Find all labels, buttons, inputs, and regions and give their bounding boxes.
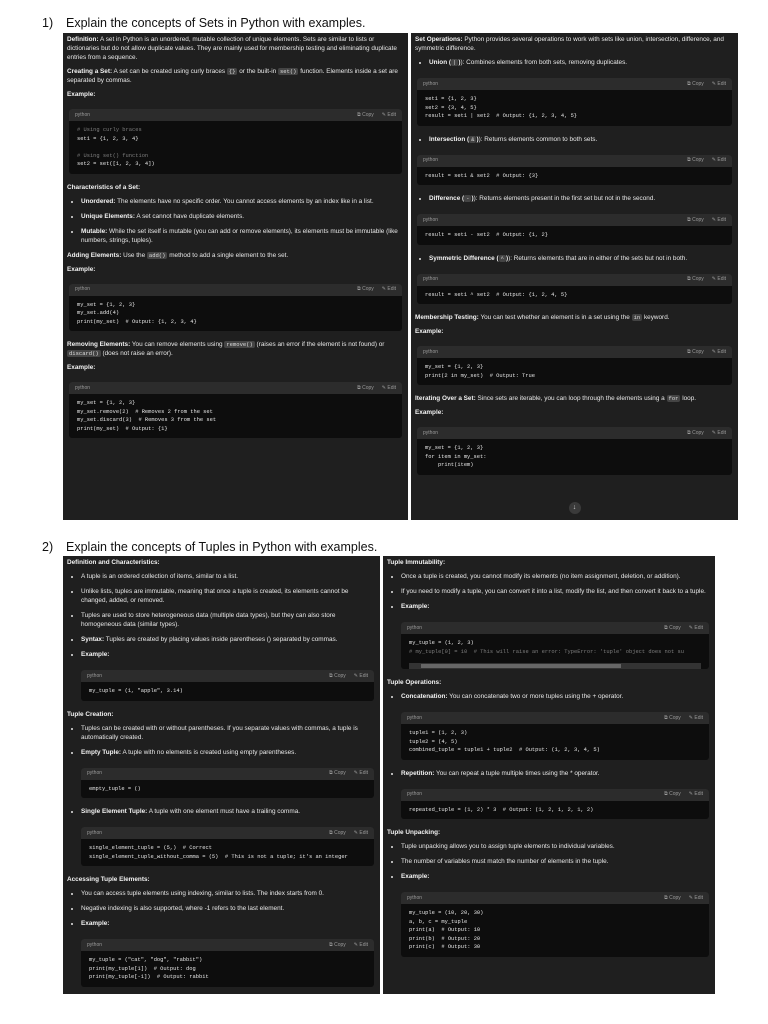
copy-button[interactable]: ⧉ Copy <box>664 624 681 631</box>
example-label: Example: <box>67 91 96 98</box>
tuple-operations-label: Tuple Operations: <box>387 679 442 686</box>
edit-button[interactable]: ✎ Edit <box>381 111 396 118</box>
code-block-access <box>81 939 374 987</box>
code-language-label: python <box>75 286 91 292</box>
copy-button[interactable]: ⧉ Copy <box>664 894 681 901</box>
list-item: • Unordered: The elements have no specific order. You cannot access elements by an index like in a list. <box>81 197 404 206</box>
code-block-symmetric-difference <box>417 274 732 305</box>
code-block-iterate <box>417 427 732 475</box>
example-label: Example: <box>67 364 96 371</box>
edit-button[interactable]: ✎ Edit <box>381 286 396 292</box>
code-text: tuple1 = (1, 2, 3) tuple2 = (4, 5) combined_tuple = tuple1 + tuple2 # Output: (1, 2, 3, 4, 5) <box>409 730 600 753</box>
list-item: • Tuple unpacking allows you to assign tuple elements to individual variables. <box>401 842 711 851</box>
creating-set-label: Creating a Set: <box>67 68 113 75</box>
copy-button[interactable]: ⧉ Copy <box>357 111 374 118</box>
code-text: my_tuple = ("cat", "dog", "rabbit") print(my_tuple[1]) # Output: dog print(my_tuple[-1]) # Output: rabbit <box>89 957 209 980</box>
example-label: Example: <box>67 265 96 273</box>
code-block-single-element <box>81 827 374 866</box>
example-label: Example: <box>415 328 444 335</box>
definition-label: Definition: <box>67 36 99 43</box>
iterating-text: Since sets are iterable, you can loop through the elements using a <box>475 395 667 402</box>
code-language-label: python <box>407 791 423 797</box>
list-item: • Intersection ( & )): Returns elements common to both sets. <box>429 135 734 144</box>
list-item: • Negative indexing is also supported, where -1 refers to the last element. <box>81 904 376 913</box>
code-block-tuple-syntax <box>81 670 374 701</box>
edit-button[interactable]: ✎ Edit <box>711 276 726 282</box>
code-block-concatenation <box>401 712 709 760</box>
definition-text: A set in Python is an unordered, mutable collection of unique elements. Sets are similar to lists or dictionaries but do not allow duplicate values. They are mainly used for membership testing and eliminating duplicate entries from a sequence. <box>67 36 397 61</box>
copy-button[interactable]: ⧉ Copy <box>687 429 704 436</box>
removing-elements-text: (raises an error if the element is not found) or <box>254 341 385 348</box>
edit-button[interactable]: ✎ Edit <box>353 829 368 836</box>
copy-button[interactable]: ⧉ Copy <box>357 384 374 391</box>
list-item: • Single Element Tuple: A tuple with one element must have a trailing comma. <box>81 807 376 816</box>
copy-button[interactable]: ⧉ Copy <box>687 157 704 163</box>
code-language-label: python <box>87 672 103 679</box>
question-text: Explain the concepts of Tuples in Python with examples. <box>66 540 378 554</box>
list-item: • Symmetric Difference ( ^ )): Returns elements that are in either of the sets but not in both. <box>429 254 734 263</box>
definition-list <box>67 572 376 659</box>
code-text: my_tuple = (1, "apple", 3.14) <box>89 688 183 694</box>
code-language-label: python <box>75 384 91 391</box>
list-item: • You can access tuple elements using indexing, similar to lists. The index starts from 0. <box>81 889 376 898</box>
tuple-unpacking-label: Tuple Unpacking: <box>387 829 441 836</box>
code-text: result = set1 ^ set2 # Output: {1, 2, 4, 5} <box>425 291 568 298</box>
code-block-repetition <box>401 789 709 820</box>
list-item: • Unlike lists, tuples are immutable, meaning that once a tuple is created, its elements cannot be changed, added, or removed. <box>81 587 376 605</box>
characteristics-label: Characteristics of a Set: <box>67 183 141 191</box>
list-item: • Union ( | )): Combines elements from both sets, removing duplicates. <box>429 58 734 67</box>
code-language-label: python <box>407 894 423 901</box>
inline-code: for <box>668 395 679 402</box>
inline-code: add() <box>148 251 166 259</box>
code-block-membership <box>417 346 732 385</box>
removing-elements-text: (does not raise an error). <box>100 350 173 357</box>
horizontal-scrollbar[interactable] <box>409 663 701 669</box>
edit-button[interactable]: ✎ Edit <box>353 672 368 679</box>
adding-elements-text: Use the <box>121 251 147 259</box>
adding-elements-label: Adding Elements: <box>67 251 122 259</box>
edit-button[interactable]: ✎ Edit <box>711 348 726 355</box>
list-item: • Example: <box>401 602 711 611</box>
edit-button[interactable]: ✎ Edit <box>688 894 703 901</box>
code-language-label: python <box>75 111 91 118</box>
list-item: • Difference ( - )): Returns elements present in the first set but not in the second. <box>429 194 734 203</box>
copy-button[interactable]: ⧉ Copy <box>329 829 346 836</box>
question-1-title <box>42 16 365 30</box>
question-text: Explain the concepts of Sets in Python with examples. <box>66 16 366 30</box>
iterating-text: loop. <box>680 395 697 402</box>
code-block-immutability <box>401 622 709 669</box>
list-item: • Empty Tuple: A tuple with no elements is created using empty parentheses. <box>81 748 376 757</box>
code-text: result = set1 - set2 # Output: {1, 2} <box>425 232 548 238</box>
edit-button[interactable]: ✎ Edit <box>353 770 368 776</box>
example-label: Example: <box>415 409 444 416</box>
code-language-label: python <box>87 770 103 776</box>
edit-button[interactable]: ✎ Edit <box>711 429 726 436</box>
inline-code: {} <box>228 68 236 75</box>
code-language-label: python <box>423 429 439 436</box>
question-number: 2) <box>42 540 54 554</box>
tuples-right-panel <box>383 556 715 994</box>
code-block-remove <box>69 382 402 438</box>
copy-button[interactable]: ⧉ Copy <box>664 714 681 721</box>
list-item: • Concatenation: You can concatenate two or more tuples using the + operator. <box>401 692 711 701</box>
question-2-title <box>42 540 377 554</box>
code-text: repeated_tuple = (1, 2) * 3 # Output: (1, 2, 1, 2, 1, 2) <box>409 806 594 813</box>
inline-code: remove() <box>226 341 253 348</box>
scrollbar-thumb[interactable] <box>421 664 621 668</box>
creating-set-text: A set can be created using curly braces <box>112 68 227 75</box>
list-item: • Tuples can be created with or without parentheses. If you separate values with commas, a tuple is automatically created. <box>81 724 376 742</box>
code-language-label: python <box>423 80 439 87</box>
scroll-down-arrow-icon[interactable]: ↓ <box>569 502 581 514</box>
edit-button[interactable]: ✎ Edit <box>711 216 726 223</box>
code-text: my_set = {1, 2, 3} print(2 in my_set) # Output: True <box>425 364 535 379</box>
code-text: result = set1 & set2 # Output: {3} <box>425 172 539 179</box>
adding-elements-text: method to add a single element to the set. <box>167 251 289 259</box>
copy-button[interactable]: ⧉ Copy <box>329 672 346 679</box>
list-item: • Example: <box>81 650 376 659</box>
code-language-label: python <box>407 624 423 631</box>
code-block-union <box>417 78 732 126</box>
edit-button[interactable]: ✎ Edit <box>711 80 726 87</box>
set-operations-label: Set Operations: <box>415 36 463 43</box>
characteristics-list <box>67 197 404 245</box>
edit-button[interactable]: ✎ Edit <box>353 941 368 948</box>
code-language-label: python <box>407 714 423 721</box>
edit-button[interactable]: ✎ Edit <box>381 384 396 391</box>
accessing-elements-label: Accessing Tuple Elements: <box>67 876 150 883</box>
tuple-immutability-label: Tuple Immutability: <box>387 559 446 566</box>
definition-characteristics-label: Definition and Characteristics: <box>67 559 160 566</box>
list-item: • If you need to modify a tuple, you can convert it into a list, modify the list, and then convert it back to a tuple. <box>401 587 711 596</box>
copy-button[interactable]: ⧉ Copy <box>664 791 681 797</box>
list-item: • Example: <box>81 919 376 928</box>
code-text: set1 = {1, 2, 3} set2 = {3, 4, 5} result = set1 | set2 # Output: {1, 2, 3, 4, 5} <box>425 96 578 119</box>
list-item: • Once a tuple is created, you cannot modify its elements (no item assignment, deletion, or addition). <box>401 572 711 581</box>
tuple-creation-label: Tuple Creation: <box>67 710 114 718</box>
list-item: • Repetition: You can repeat a tuple multiple times using the * operator. <box>401 769 711 778</box>
list-item: • Syntax: Tuples are created by placing values inside parentheses () separated by commas. <box>81 635 376 644</box>
list-item: • Mutable: While the set itself is mutable (you can add or remove elements), its elements must be immutable (like numbers, strings, tuples). <box>81 227 404 245</box>
copy-button[interactable]: ⧉ Copy <box>357 286 374 292</box>
code-language-label: python <box>423 276 439 282</box>
code-block-empty-tuple <box>81 768 374 799</box>
set-operations-text: Python provides several operations to work with sets like union, intersection, difference, and symmetric difference. <box>415 36 724 52</box>
creating-set-text: or the built-in <box>237 68 278 75</box>
sets-left-panel <box>63 33 408 520</box>
code-text: my_set = {1, 2, 3} for item in my_set: print(item) <box>425 445 487 468</box>
edit-button[interactable]: ✎ Edit <box>711 157 726 163</box>
code-language-label: python <box>423 216 439 223</box>
inline-code: discard() <box>69 350 99 357</box>
code-language-label: python <box>423 348 439 355</box>
code-text: my_tuple = (1, 2, 3) # my_tuple[0] = 10 # This will raise an error: TypeError: 'tuple' object does not su <box>409 640 684 655</box>
code-text: # Using curly braces set1 = {1, 2, 3, 4} # Using set() function set2 = set([1, 2, 3, 4]) <box>77 127 155 167</box>
removing-elements-label: Removing Elements: <box>67 341 131 348</box>
copy-button[interactable]: ⧉ Copy <box>687 276 704 282</box>
list-item: • Tuples are used to store heterogeneous data (multiple data types), but they can also store homogeneous data (similar types). <box>81 611 376 629</box>
code-text: empty_tuple = () <box>89 785 141 792</box>
membership-text: keyword. <box>642 314 670 321</box>
code-block-unpacking <box>401 892 709 957</box>
code-language-label: python <box>423 157 439 163</box>
list-item: • A tuple is an ordered collection of items, similar to a list. <box>81 572 376 581</box>
list-item: • Unique Elements: A set cannot have duplicate elements. <box>81 212 404 221</box>
code-text: my_set = {1, 2, 3} my_set.remove(2) # Removes 2 from the set my_set.discard(3) # Removes 3 from the set print(my_set) # Output: {1} <box>77 400 217 432</box>
code-text: my_tuple = (10, 20, 30) a, b, c = my_tuple print(a) # Output: 10 print(b) # Output: 20 print(c) # Output: 30 <box>409 910 484 950</box>
code-block-difference <box>417 214 732 245</box>
code-block-create-set <box>69 109 402 174</box>
edit-button[interactable]: ✎ Edit <box>688 624 703 631</box>
code-text: single_element_tuple = (5,) # Correct single_element_tuple_without_comma = (5) # This is not a tuple; it's an integer <box>89 845 348 860</box>
code-text: my_set = {1, 2, 3} my_set.add(4) print(my_set) # Output: {1, 2, 3, 4} <box>77 301 197 325</box>
list-item: • Example: <box>401 872 711 881</box>
code-language-label: python <box>87 829 103 836</box>
iterating-label: Iterating Over a Set: <box>415 395 476 402</box>
code-block-add <box>69 284 402 332</box>
tuples-left-panel <box>63 556 380 994</box>
edit-button[interactable]: ✎ Edit <box>688 791 703 797</box>
code-block-intersection <box>417 155 732 186</box>
inline-code: set() <box>279 68 297 75</box>
membership-label: Membership Testing: <box>415 314 479 321</box>
edit-button[interactable]: ✎ Edit <box>688 714 703 721</box>
code-language-label: python <box>87 941 103 948</box>
inline-code: in <box>633 314 641 321</box>
list-item: • The number of variables must match the number of elements in the tuple. <box>401 857 711 866</box>
copy-button[interactable]: ⧉ Copy <box>329 770 346 776</box>
membership-text: You can test whether an element is in a set using the <box>478 314 632 321</box>
creating-set-text: function. Elements inside a set are separated by commas. <box>67 68 398 84</box>
copy-button[interactable]: ⧉ Copy <box>687 216 704 223</box>
copy-button[interactable]: ⧉ Copy <box>687 80 704 87</box>
removing-elements-text: You can remove elements using <box>130 341 225 348</box>
copy-button[interactable]: ⧉ Copy <box>329 941 346 948</box>
sets-right-panel <box>411 33 738 520</box>
question-number: 1) <box>42 16 54 30</box>
copy-button[interactable]: ⧉ Copy <box>687 348 704 355</box>
